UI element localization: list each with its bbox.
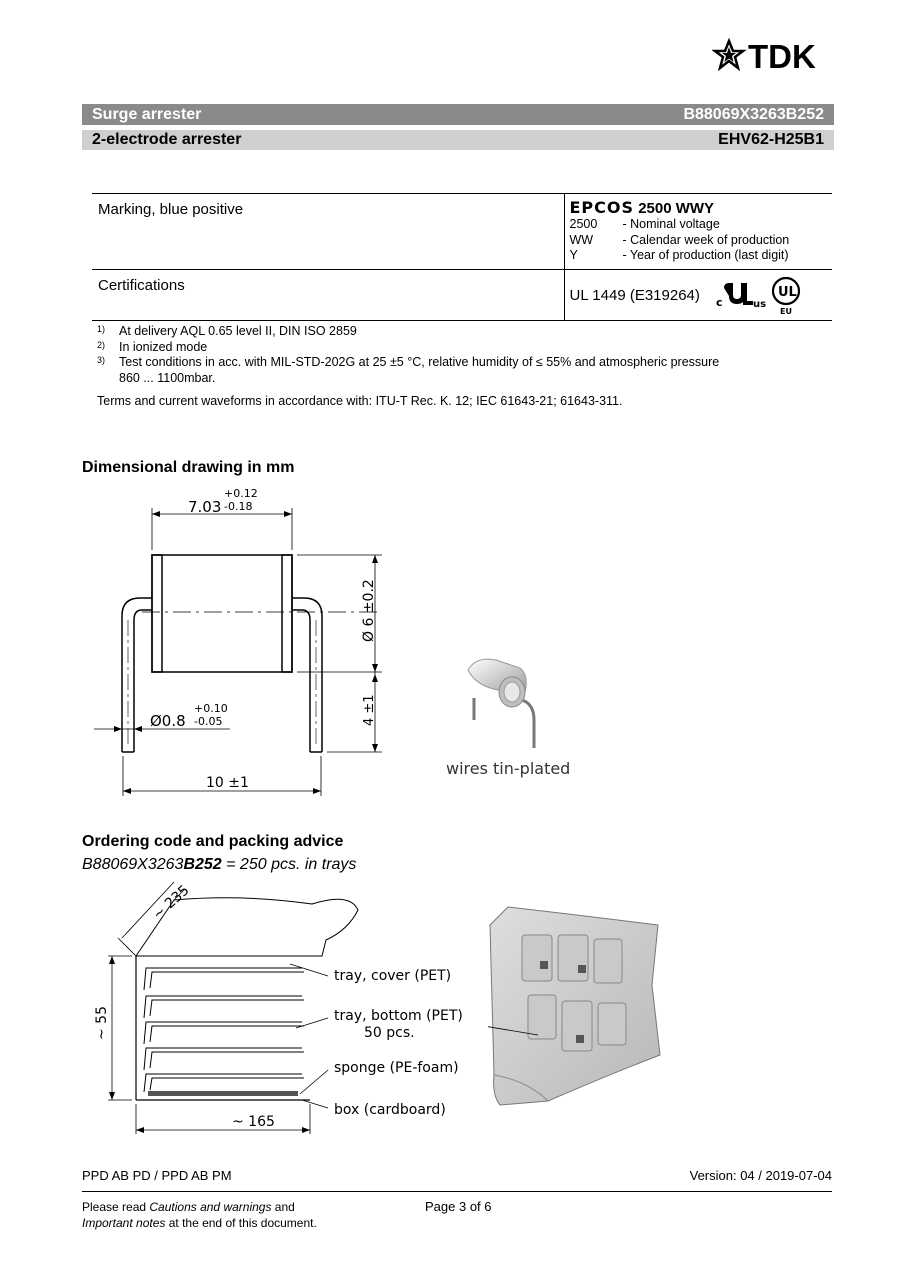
epcos-brand: EPCOS	[569, 198, 635, 217]
marking-label: Marking, blue positive	[92, 194, 564, 270]
dim-width: ~ 235	[149, 882, 193, 923]
footnote: 3) Test conditions in acc. with MIL-STD-202G at 25 ±5 °C, relative humidity of ≤ 55% and atmospheric pressure	[97, 355, 720, 369]
label-box: box (cardboard)	[334, 1102, 446, 1118]
footnote-cont: 860 ... 1100mbar.	[119, 370, 216, 385]
ordering-heading: Ordering code and packing advice	[82, 833, 344, 850]
product-type: Surge arrester	[92, 106, 202, 123]
cert-text: UL 1449 (E319264)	[569, 286, 700, 304]
product-photo	[440, 648, 580, 788]
ul-marks	[710, 274, 804, 316]
wire-dia-nominal: Ø0.8	[150, 712, 186, 730]
cert-label: Certifications	[92, 270, 564, 321]
label-bottom-qty: 50 pcs.	[364, 1025, 415, 1041]
length-tol-minus: -0.18	[224, 500, 253, 513]
notice-line-1: Please read Cautions and warnings and	[82, 1200, 295, 1214]
ul-eu-text: EU	[779, 307, 792, 316]
ordering-code: B88069X3263B252 = 250 pcs. in trays	[82, 856, 357, 873]
packing-drawing	[82, 880, 482, 1140]
wire-tol-plus: +0.10	[194, 702, 228, 715]
table-row	[92, 270, 832, 321]
cert-value	[564, 270, 832, 321]
wire-tol-minus: -0.05	[194, 715, 223, 728]
footer-dept: PPD AB PD / PPD AB PM	[82, 1168, 232, 1183]
tdk-star-icon	[715, 41, 743, 68]
dim-depth: ~ 165	[232, 1114, 275, 1130]
product-subtype: 2-electrode arrester	[92, 131, 242, 148]
ul-ul-text: UL	[777, 285, 797, 300]
footnote: 1) At delivery AQL 0.65 level II, DIN ISO 2859	[97, 324, 357, 338]
marking-value	[564, 194, 832, 270]
subtype-band	[82, 130, 834, 150]
ul-listed-icon	[773, 278, 799, 316]
order-code: B88069X3263B252	[683, 106, 824, 123]
pitch-label: 10 ±1	[206, 775, 249, 791]
table-row	[92, 194, 832, 270]
footer-version: Version: 04 / 2019-07-04	[689, 1168, 832, 1183]
footnotes	[97, 324, 817, 410]
diameter-label: Ø 6 ±0.2	[361, 579, 377, 642]
series-code: EHV62-H25B1	[718, 131, 824, 148]
marking-line: Y - Year of production (last digit)	[569, 248, 789, 262]
length-tol-plus: +0.12	[224, 487, 258, 500]
spec-table	[92, 193, 832, 321]
marking-line: WW - Calendar week of production	[569, 232, 790, 247]
length-nominal: 7.03	[188, 498, 222, 516]
footer-notice	[82, 1199, 832, 1231]
notice-line-2: Important notes at the end of this document.	[82, 1216, 317, 1230]
photo-caption: wires tin-plated	[446, 759, 571, 778]
footnote: 2) In ionized mode	[97, 339, 208, 354]
footer-divider	[82, 1191, 832, 1192]
ul-recognized-icon	[710, 274, 804, 316]
lead-length-label: 4 ±1	[362, 694, 377, 726]
label-cover: tray, cover (PET)	[334, 968, 452, 984]
tray-photo	[488, 905, 663, 1110]
label-bottom: tray, bottom (PET)	[334, 1008, 463, 1024]
label-sponge: sponge (PE-foam)	[334, 1060, 459, 1076]
ul-us-text: us	[752, 299, 766, 310]
page-number: Page 3 of 6	[425, 1199, 492, 1214]
terms-text: Terms and current waveforms in accordance with: ITU-T Rec. K. 12; IEC 61643-21; 61643-311.	[97, 394, 623, 408]
marking-line: 2500 - Nominal voltage	[569, 217, 720, 231]
marking-code: 2500 WWY	[638, 200, 715, 217]
dim-height: ~ 55	[94, 1006, 110, 1040]
dimensional-heading: Dimensional drawing in mm	[82, 459, 295, 476]
product-band	[82, 104, 834, 125]
ul-c-text: c	[715, 296, 723, 309]
tdk-logo	[712, 38, 836, 72]
logo-text: TDK	[748, 38, 816, 72]
